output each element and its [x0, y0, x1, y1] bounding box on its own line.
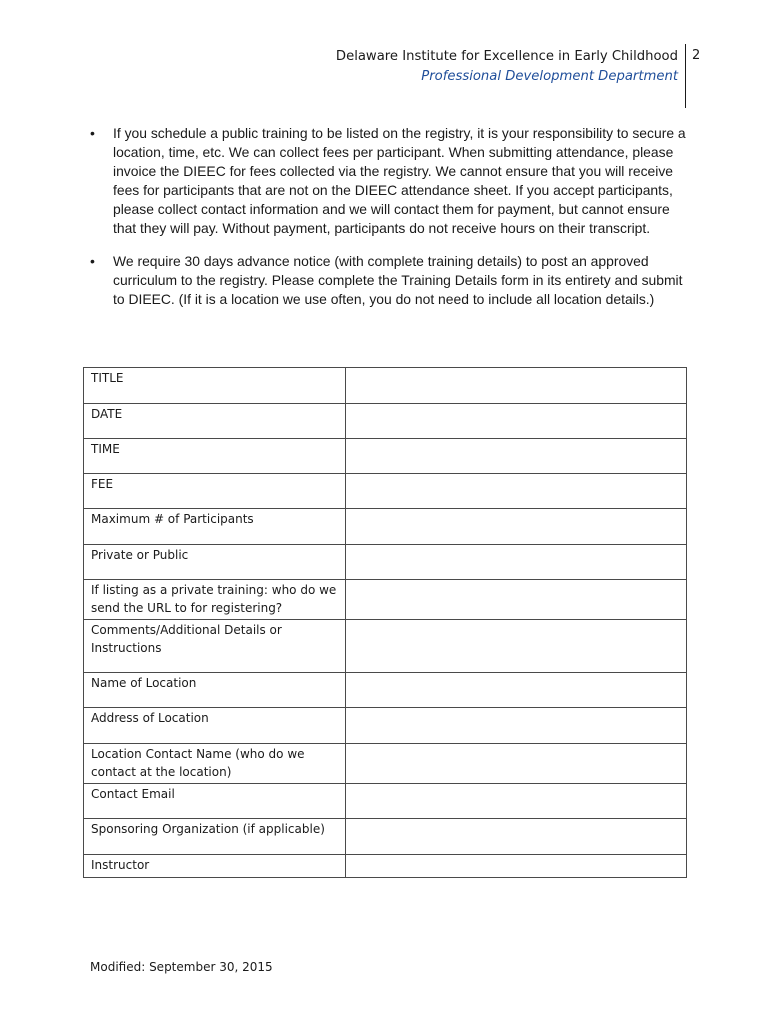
- instruction-text: We require 30 days advance notice (with complete training details) to post an approved curriculum to the registry. Please complete the Training Details form in its entirety and submit to DIEEC. (If it is a location we use often, you do not need to include all location details.): [113, 253, 683, 307]
- instruction-item: [84, 124, 694, 238]
- field-value-comments[interactable]: [346, 620, 687, 673]
- table-row: [84, 368, 687, 404]
- bullet-icon: •: [90, 125, 95, 141]
- instruction-item: [84, 252, 694, 309]
- field-value-time[interactable]: [346, 439, 687, 474]
- field-value-sponsoring-org[interactable]: [346, 819, 687, 855]
- field-label: Maximum # of Participants: [84, 509, 346, 545]
- table-row: [84, 439, 687, 474]
- field-label: TIME: [84, 439, 346, 474]
- header-department: Professional Development Department: [421, 69, 678, 84]
- instructions-list: [84, 124, 694, 323]
- table-row: [84, 509, 687, 545]
- field-label: FEE: [84, 474, 346, 509]
- field-label: DATE: [84, 404, 346, 439]
- table-row: [84, 545, 687, 580]
- field-label: Location Contact Name (who do we contact at the location): [84, 744, 346, 784]
- field-label: Instructor: [84, 855, 346, 878]
- training-details-table: [83, 367, 687, 878]
- table-row: [84, 673, 687, 708]
- header-divider: [685, 44, 686, 108]
- field-label: Comments/Additional Details or Instructions: [84, 620, 346, 673]
- field-label: Contact Email: [84, 784, 346, 819]
- page-number: 2: [692, 48, 701, 63]
- field-value-contact-email[interactable]: [346, 784, 687, 819]
- modified-date: Modified: September 30, 2015: [90, 960, 273, 974]
- field-label: Name of Location: [84, 673, 346, 708]
- field-label: TITLE: [84, 368, 346, 404]
- field-value-max-participants[interactable]: [346, 509, 687, 545]
- field-value-private-public[interactable]: [346, 545, 687, 580]
- field-value-url-recipient[interactable]: [346, 580, 687, 620]
- table-row: [84, 708, 687, 744]
- field-label: If listing as a private training: who do we send the URL to for registering?: [84, 580, 346, 620]
- field-label: Address of Location: [84, 708, 346, 744]
- table-row: [84, 620, 687, 673]
- table-row: [84, 855, 687, 878]
- field-value-title[interactable]: [346, 368, 687, 404]
- header-organization: Delaware Institute for Excellence in Early Childhood: [335, 49, 678, 64]
- field-label: Private or Public: [84, 545, 346, 580]
- field-value-fee[interactable]: [346, 474, 687, 509]
- table-row: [84, 404, 687, 439]
- document-header: [258, 47, 678, 87]
- field-value-location-name[interactable]: [346, 673, 687, 708]
- table-row: [84, 580, 687, 620]
- table-row: [84, 474, 687, 509]
- field-value-location-address[interactable]: [346, 708, 687, 744]
- field-value-location-contact[interactable]: [346, 744, 687, 784]
- field-value-date[interactable]: [346, 404, 687, 439]
- field-label: Sponsoring Organization (if applicable): [84, 819, 346, 855]
- field-value-instructor[interactable]: [346, 855, 687, 878]
- table-row: [84, 784, 687, 819]
- table-row: [84, 819, 687, 855]
- bullet-icon: •: [90, 253, 95, 269]
- table-row: [84, 744, 687, 784]
- instruction-text: If you schedule a public training to be listed on the registry, it is your responsibility to secure a location, time, etc. We can collect fees per participant. When submitting attendance, please invoice the DIEEC for fees collected via the registry. We cannot ensure that you will receive fees for participants that are not on the DIEEC attendance sheet. If you accept participants, please collect contact information and we will contact them for payment, but cannot ensure that they will pay. Without payment, participants do not receive hours on their transcript.: [113, 125, 686, 236]
